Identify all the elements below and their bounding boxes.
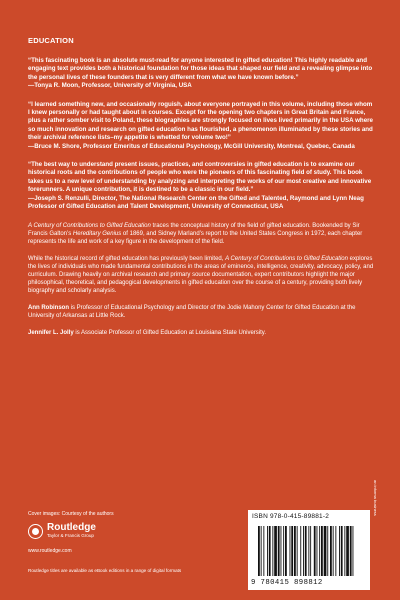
quote-attribution: —Tonya R. Moon, Professor, University of Virginia, USA — [28, 82, 192, 90]
cover-credit: Cover images: Courtesy of the authors — [28, 511, 114, 517]
routledge-logo-icon — [28, 524, 43, 539]
barcode-number: 9 780415 898812 — [251, 579, 323, 587]
barcode-panel — [248, 510, 370, 590]
quote-attribution: —Joseph S. Renzulli, Director, The National Research Center on the Gifted and Talented, Raymond and Lynn Neag Professor of Gifted Education and Talent Development, University of Connecticut, USA — [28, 194, 364, 211]
isbn: ISBN 978-0-415-89881-2 — [252, 513, 330, 520]
endorsement-quote — [28, 161, 374, 211]
endorsement-quote — [28, 57, 374, 91]
publisher-group: Taylor & Francis Group — [47, 533, 94, 538]
book-title: A Century of Contributions to Gifted Education — [225, 255, 348, 262]
author-bio: Jennifer L. Jolly is Associate Professor of Gifted Education at Louisiana State University. — [28, 330, 267, 337]
author-name: Ann Robinson — [28, 305, 69, 312]
quote-text: “This fascinating book is an absolute must-read for anyone interested in gifted education! This highly readable and engaging text provides both a historical foundation for those ideas that shaped our field and a revealing glimpse into the personal lives of these founders that is very different from what we have known before.” — [28, 57, 373, 81]
description-paragraph: While the historical record of gifted education has previously been limited, A Century of Contributions to Gifted Education explores the lives of individuals who made fundamental contributions in the areas of eminence, intelligence, creativity, advocacy, policy, and curriculum. Drawing heavily on archival research and primary source documentation, expert contributors highlight the major philosophical, theoretical, and pedagogical developments in gifted education over the course of a century, providing both lively biography and scholarly analysis. — [28, 255, 374, 295]
quote-text: “The best way to understand present issues, practices, and controversies in gifted education is to examine our historical roots and the contributions of people who were the pioneers of this fascinating field of study. This book takes us to a new level of understanding by analyzing and interpreting the works of our most creative and innovative forerunners. A unique contribution, it is destined to be a classic in our field.” — [28, 161, 372, 194]
author-name: Jennifer L. Jolly — [28, 330, 74, 337]
book-title: A Century of Contributions to Gifted Education — [28, 222, 151, 229]
description-paragraph: A Century of Contributions to Gifted Education traces the conceptual history of the field of gifted education. Bookended by Sir Francis Galton’s Hereditary Genius of 1869, and Sidney Marland’s report to the United States Congress in 1972, each chapter represents the life and work of a key figure in the development of the field. — [28, 222, 363, 245]
work-title: Hereditary Genius — [72, 230, 122, 237]
endorsement-quote — [28, 101, 374, 151]
category-label: EDUCATION — [28, 36, 74, 45]
barcode-icon — [258, 526, 354, 576]
author-bio: Ann Robinson is Professor of Educational Psychology and Director of the Jodie Mahony Center for Gifted Education at the University of Arkansas at Little Rock. — [28, 305, 356, 320]
publisher-logo — [28, 523, 96, 539]
quote-attribution: —Bruce M. Shore, Professor Emeritus of Educational Psychology, McGill University, Montreal, Quebec, Canada — [28, 142, 355, 150]
ebook-note: Routledge titles are available as eBook editions in a range of digital formats — [28, 568, 182, 573]
quote-text: “I learned something new, and occasionally roguish, about everyone portrayed in this volume, including those whom I knew personally or had taught about in courses. Except for the opening two chapters in Great Britain and France, plus a rather somber visit to Poland, these biographies are strongly focused on lives lived primarily in the USA where so much innovation and research on gifted education has flourished, a phenomenon illuminated by these stories and their archival reference lists–my appetite is whetted for volume two!” — [28, 100, 373, 142]
imprint-label: an informa business — [373, 480, 378, 516]
publisher-name: Routledge — [47, 522, 96, 533]
back-cover-text — [28, 36, 374, 347]
publisher-website[interactable]: www.routledge.com — [28, 548, 72, 554]
